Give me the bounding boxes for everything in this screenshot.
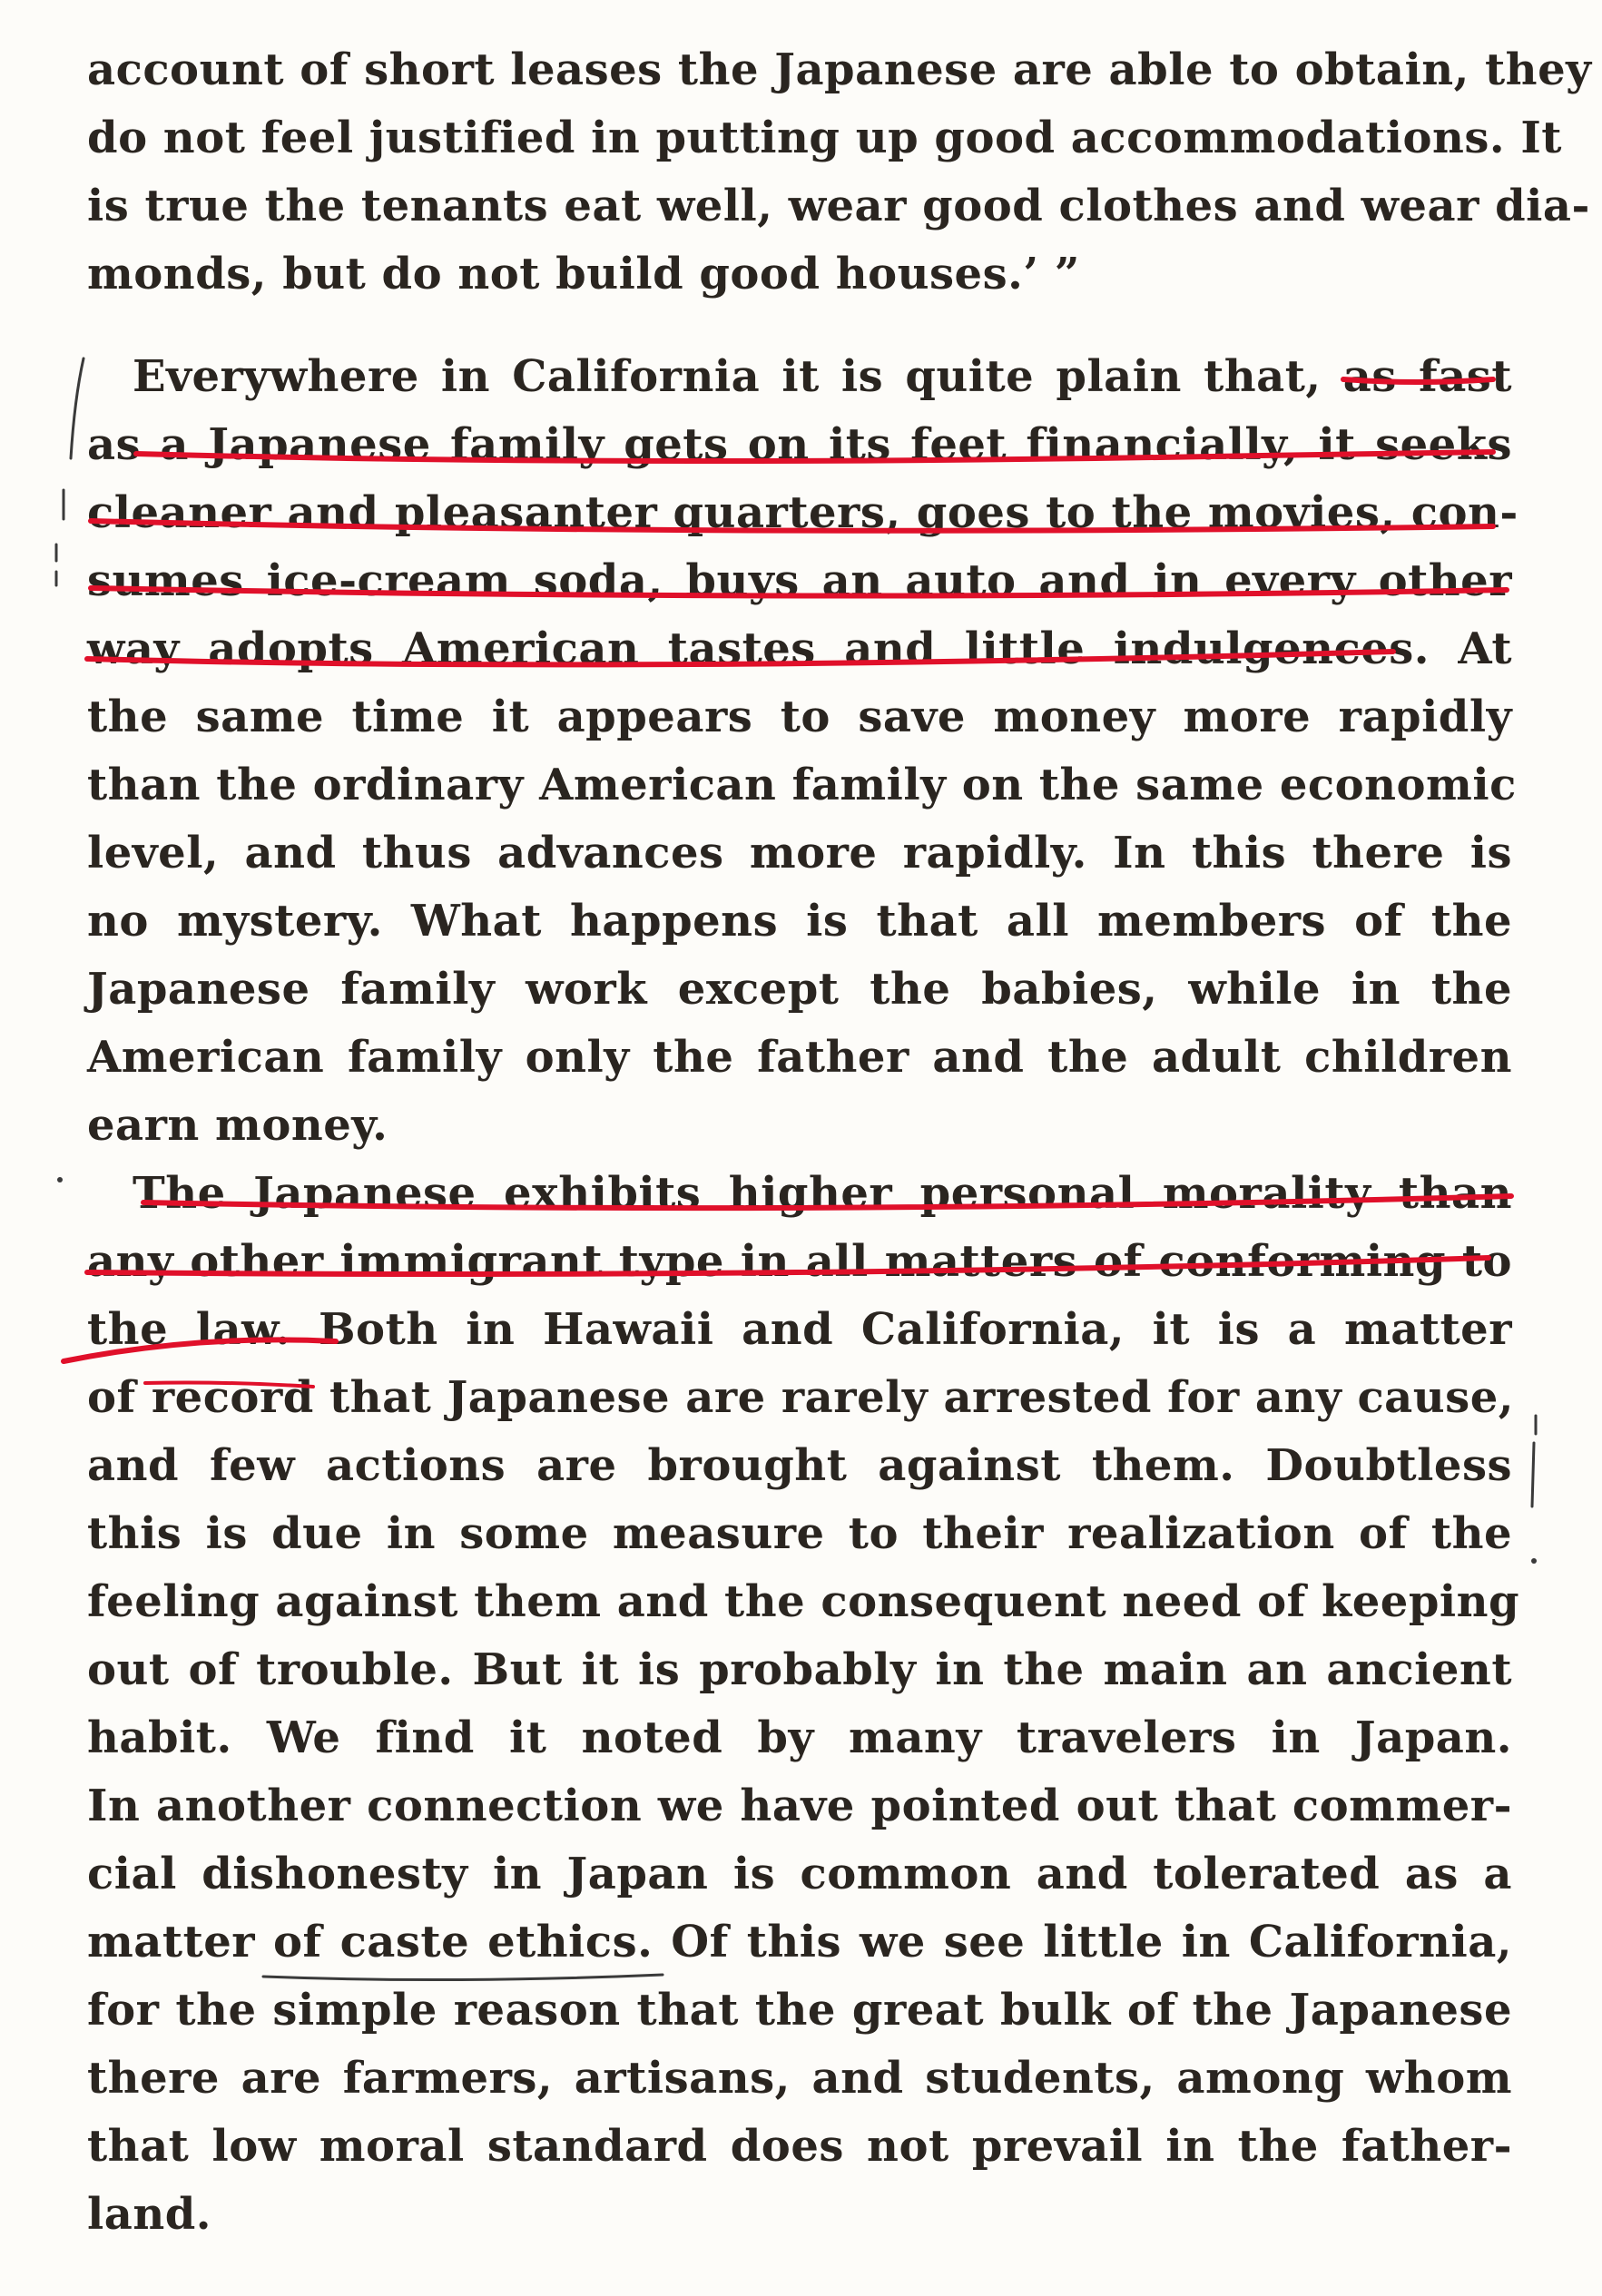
text-line: In another connection we have pointed out that commer-: [87, 1781, 1512, 1831]
text-line: there are farmers, artisans, and students, among whom: [87, 2053, 1512, 2104]
text-line: account of short leases the Japanese are able to obtain, they: [87, 44, 1592, 95]
text-line: level, and thus advances more rapidly. In this there is: [87, 828, 1512, 878]
paragraph-3: [87, 1160, 1520, 2249]
text-line: out of trouble. But it is probably in the main an ancient: [87, 1644, 1512, 1695]
body-text: [87, 36, 1592, 2249]
text-line: is true the tenants eat well, wear good clothes and wear dia-: [87, 181, 1590, 231]
paragraph-gap: [87, 309, 1512, 343]
text-line: cleaner and pleasanter quarters, goes to the movies, con-: [87, 487, 1518, 538]
text-line: than the ordinary American family on the same economic: [87, 760, 1517, 810]
text-line: monds, but do not build good houses.’ ”: [87, 249, 1080, 299]
text-line: American family only the father and the adult children: [87, 1032, 1512, 1083]
text-line: way adopts American tastes and little indulgences. At: [87, 623, 1512, 674]
text-line: Japanese family work except the babies, while in the: [87, 964, 1512, 1015]
text-line: for the simple reason that the great bulk of the Japanese: [87, 1985, 1512, 2036]
text-line: that low moral standard does not prevail in the father-: [87, 2121, 1512, 2172]
text-line: the same time it appears to save money more rapidly: [87, 692, 1512, 742]
text-line: sumes ice-cream soda, buys an auto and in every other: [87, 555, 1512, 606]
margin-mark: [71, 358, 84, 458]
text-line: matter of caste ethics. Of this we see little in California,: [87, 1917, 1512, 1967]
text-line: do not feel justified in putting up good accommodations. It: [87, 113, 1562, 163]
text-line: cial dishonesty in Japan is common and tolerated as a: [87, 1849, 1512, 1899]
paragraph-1: [87, 36, 1592, 309]
text-line: the law. Both in Hawaii and California, it is a matter: [87, 1304, 1512, 1355]
margin-dot: [1531, 1558, 1537, 1564]
text-line: earn money.: [87, 1100, 388, 1151]
text-line: feeling against them and the consequent need of keeping: [87, 1576, 1520, 1627]
text-line: as a Japanese family gets on its feet financially, it seeks: [87, 419, 1512, 470]
paragraph-2: [87, 343, 1518, 1160]
text-line: this is due in some measure to their realization of the: [87, 1508, 1512, 1559]
text-line: Everywhere in California it is quite plain that, as fast: [133, 351, 1512, 402]
text-line: no mystery. What happens is that all members of the: [87, 896, 1512, 947]
text-line: habit. We find it noted by many travelers in Japan.: [87, 1712, 1512, 1763]
margin-dot: [57, 1177, 63, 1182]
text-line: any other immigrant type in all matters of conforming to: [87, 1236, 1512, 1287]
text-line: The Japanese exhibits higher personal morality than: [133, 1168, 1512, 1219]
text-line: of record that Japanese are rarely arrested for any cause,: [87, 1372, 1514, 1423]
text-line: land.: [87, 2189, 212, 2240]
text-line: and few actions are brought against them. Doubtless: [87, 1440, 1512, 1491]
margin-mark: [1532, 1443, 1534, 1506]
